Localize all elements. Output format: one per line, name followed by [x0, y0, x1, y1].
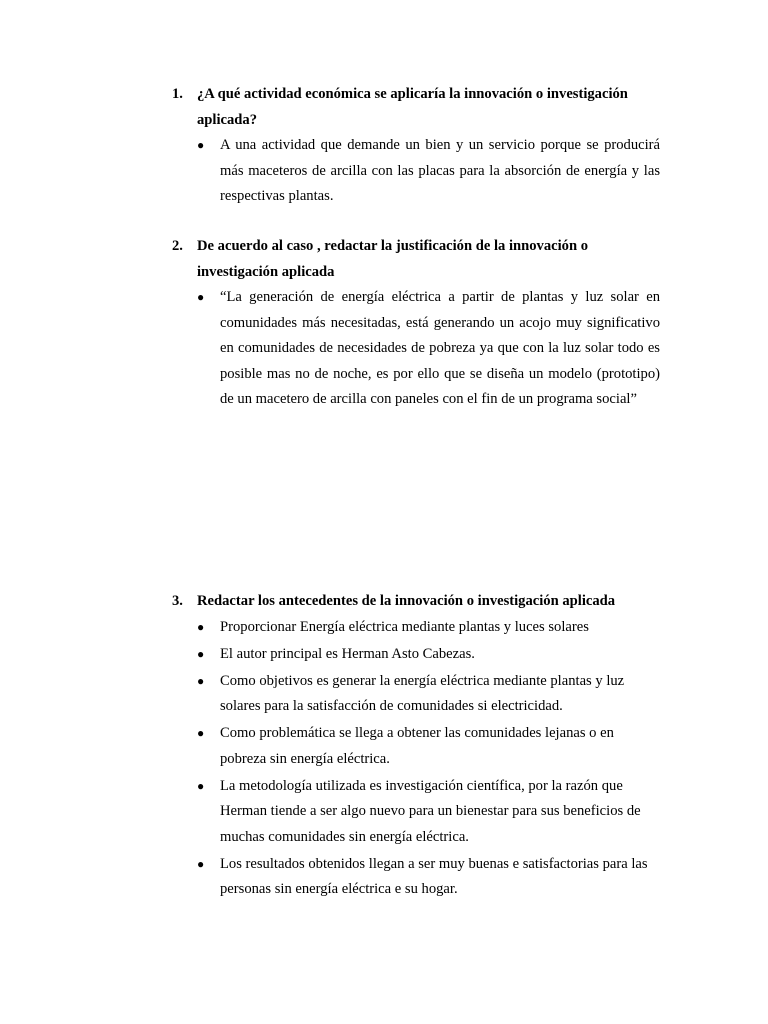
question-number: 2.	[172, 238, 183, 254]
list-item-text: El autor principal es Herman Asto Cabezas.	[220, 645, 475, 662]
question-1	[172, 82, 660, 211]
question-text: De acuerdo al caso , redactar la justificación de la innovación o investigación aplicada	[197, 238, 589, 280]
bullet-icon: ●	[197, 290, 205, 304]
list-item	[172, 852, 660, 903]
list-item	[172, 669, 660, 720]
answer-list	[172, 615, 660, 903]
list-item-text: Proporcionar Energía eléctrica mediante plantas y luces solares	[220, 618, 589, 635]
question-3	[172, 589, 660, 904]
question-text: ¿A qué actividad económica se aplicaría la innovación o investigación aplicada?	[197, 86, 628, 128]
question-text: Redactar los antecedentes de la innovación o investigación aplicada	[197, 593, 616, 609]
list-item	[172, 721, 660, 772]
list-item-text: Como problemática se llega a obtener las comunidades lejanas o en pobreza sin energía eléctrica.	[220, 725, 614, 767]
answer-list	[172, 133, 660, 210]
list-item-text: A una actividad que demande un bien y un servicio porque se producirá más maceteros de arcilla con las placas para la absorción de energía y las respectivas plantas.	[220, 137, 660, 204]
bullet-icon: ●	[197, 778, 205, 793]
list-item	[172, 133, 660, 210]
list-item-text: Los resultados obtenidos llegan a ser muy buenas e satisfactorias para las personas sin energía eléctrica e su hogar.	[220, 855, 648, 897]
bullet-icon: ●	[197, 138, 205, 152]
list-item-text: “La generación de energía eléctrica a partir de plantas y luz solar en comunidades más necesitadas, está generando un acojo muy significativo en comunidades de necesidades de pobreza ya que con la luz solar todo es posible mas no de noche, es por ello que se diseña un modelo (prototipo) de un macetero de arcilla con paneles con el fin de un programa social”	[220, 289, 660, 407]
bullet-icon: ●	[197, 856, 205, 871]
bullet-icon: ●	[197, 646, 205, 661]
question-number: 3.	[172, 593, 183, 609]
question-number: 1.	[172, 86, 183, 102]
list-item-text: Como objetivos es generar la energía eléctrica mediante plantas y luz solares para la satisfacción de comunidades si electricidad.	[220, 672, 625, 714]
list-item	[172, 774, 660, 851]
bullet-icon: ●	[197, 726, 205, 740]
list-item-text: La metodología utilizada es investigación científica, por la razón que Herman tiende a ser algo nuevo para un bienestar para sus beneficios de muchas comunidades sin energía eléctrica.	[220, 777, 641, 845]
question-2	[172, 234, 660, 414]
question-heading	[172, 234, 660, 285]
question-heading	[172, 589, 660, 615]
bullet-icon: ●	[197, 673, 205, 688]
list-item	[172, 642, 660, 668]
answer-list	[172, 285, 660, 413]
list-item	[172, 285, 660, 413]
list-item	[172, 615, 660, 641]
question-heading	[172, 82, 660, 133]
bullet-icon: ●	[197, 619, 205, 634]
